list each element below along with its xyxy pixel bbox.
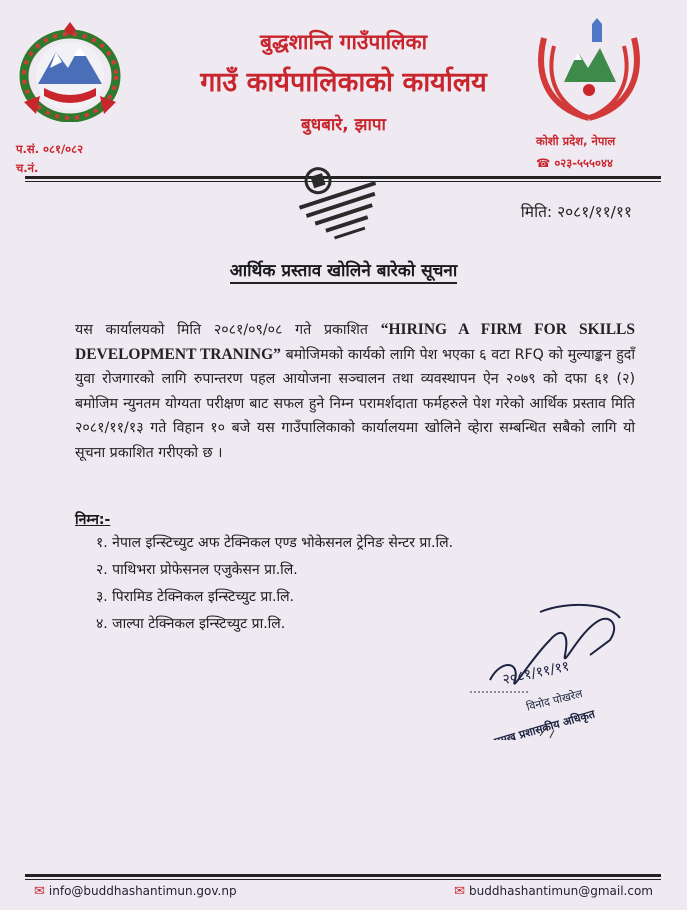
signature-date: २०८१/११/११ <box>501 658 571 689</box>
signer-name: विनोद पोखरेल <box>525 687 584 714</box>
list-item: ४. जाल्पा टेक्निकल इन्स्टिच्युट प्रा.लि. <box>96 616 286 632</box>
list-item: २. पाथिभरा प्रोफेसनल एजुकेसन प्रा.लि. <box>96 562 298 578</box>
office-name: गाउँ कार्यपालिकाको कार्यालय <box>200 67 487 98</box>
municipality-name: बुद्धशान्ति गाउँपालिका <box>259 30 428 54</box>
firm-list <box>96 530 453 638</box>
footer-email-left[interactable] <box>34 884 237 899</box>
dispatch-number: च.नं. <box>16 161 39 175</box>
notice-date: मिति: २०८१/११/११ <box>520 203 632 221</box>
list-item: ३. पिरामिड टेक्निकल इन्स्टिच्युट प्रा.लि. <box>96 589 295 605</box>
office-location: बुधबारे, झापा <box>301 115 386 135</box>
body-intro: यस कार्यालयको मिति २०८१/०९/०८ गते प्रकाशित <box>75 322 381 338</box>
office-stamp <box>290 153 390 253</box>
municipality-logo <box>530 18 648 128</box>
mail-icon: ✉ <box>454 884 466 899</box>
body-project-title: “HIRING A FIRM FOR SKILLS DEVELOPMENT TRANING” <box>75 321 635 363</box>
phone-number: ☎ ०२३-५५५०४४ <box>536 156 613 170</box>
signature-block <box>470 600 660 740</box>
notice-body <box>75 318 635 465</box>
body-details: बमोजिमको कार्यको लागि पेश भएका ६ वटा RFQ को मुल्याङ्कन हुदाँ युवा रोजगारको लागि रुपान्तरण पहल आयोजना सञ्चालन तथा व्यवस्थापन ऐन २०७९ को दफा ६१ (२) बमोजिम न्युनतम योग्यता परीक्षण बाट सफल हुने निम्न परामर्शदाता फर्महरुले पेश गरेको आर्थिक प्रस्ताव मिति २०८१/११/१३ गते विहान १० बजे यस गाउँपालिकाको कार्यालयमा खोलिने व्हेारा सम्बन्धित सबैको लागि यो सूचना प्रकाशित गरीएको छ । <box>75 346 635 461</box>
footer-email-right-text: buddhashantimun@gmail.com <box>469 884 653 898</box>
footer-divider-thin <box>25 879 661 880</box>
footer-email-left-text: info@buddhashantimun.gov.np <box>48 884 237 898</box>
province-text: कोशी प्रदेश, नेपाल <box>536 134 616 148</box>
footer-email-right[interactable] <box>454 884 653 899</box>
notice-subject <box>0 258 687 281</box>
mail-icon: ✉ <box>34 884 45 899</box>
list-item: १. नेपाल इन्स्टिच्युट अफ टेक्निकल एण्ड भोकेसनल ट्रेनिङ सेन्टर प्रा.लि. <box>96 535 454 551</box>
notice-subject-text: आर्थिक प्रस्ताव खोलिने बारेको सूचना <box>230 261 458 284</box>
signature-image <box>470 600 660 740</box>
list-heading: निम्न:- <box>75 512 111 528</box>
signer-designation: प्रमुख प्रशासकीय अधिकृत <box>492 707 597 740</box>
reference-number: प.सं. ०८१/०८२ <box>16 142 84 156</box>
footer-divider-thick <box>25 874 661 877</box>
